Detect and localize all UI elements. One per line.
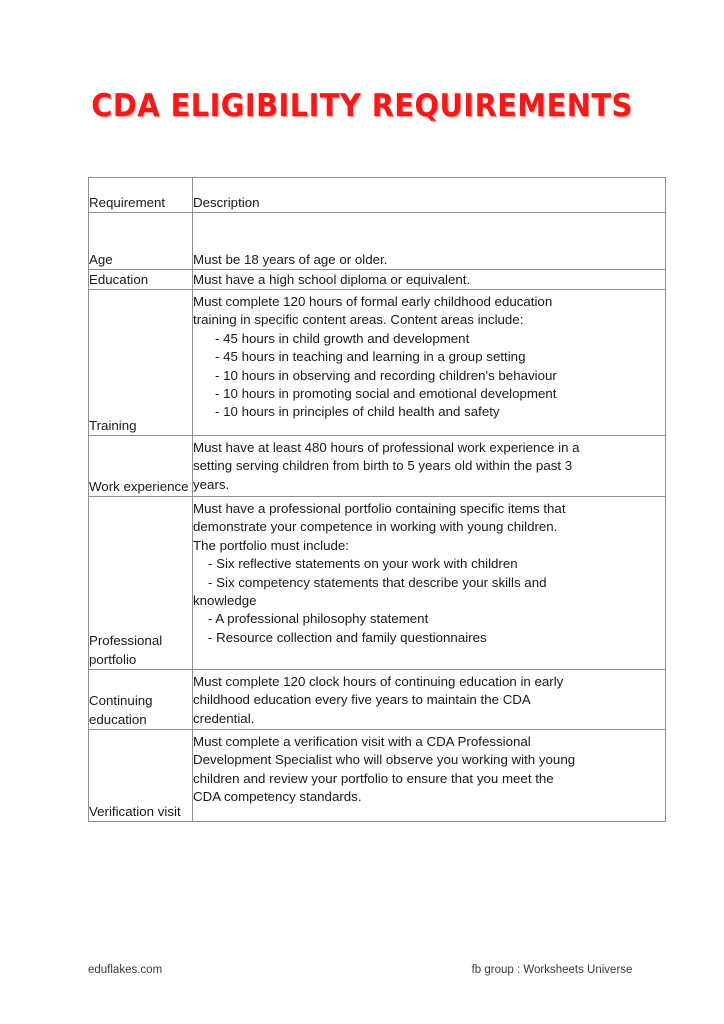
desc-line: Must complete 120 hours of formal early childhood education xyxy=(193,294,553,309)
desc-line: Development Specialist who will observe you working with young xyxy=(193,752,576,768)
table-row xyxy=(89,497,666,670)
desc-line: setting serving children from birth to 5 years old within the past 3 xyxy=(193,458,573,474)
table-row xyxy=(89,670,666,730)
column-header-description: Description xyxy=(193,178,666,213)
requirement-description-work-experience xyxy=(193,436,666,497)
table-row xyxy=(89,730,666,822)
desc-line: demonstrate your competence in working with young children. xyxy=(193,519,558,535)
table-row xyxy=(89,436,666,497)
requirements-table xyxy=(88,177,666,822)
requirement-description-training xyxy=(193,290,666,436)
desc-line: Must have at least 480 hours of professional work experience in a xyxy=(193,440,580,455)
requirement-label-education: Education xyxy=(89,270,193,290)
desc-bullet: - Six competency statements that describe your skills and xyxy=(208,574,547,590)
desc-bullet: - 45 hours in teaching and learning in a group setting xyxy=(215,349,526,365)
desc-bullet: - 10 hours in principles of child health and safety xyxy=(215,404,500,420)
footer-fb-group: fb group : Worksheets Universe xyxy=(471,964,633,976)
desc-line: CDA competency standards. xyxy=(193,789,362,805)
requirement-label-verification-visit: Verification visit xyxy=(89,730,193,822)
page-title: CDA ELIGIBILITY REQUIREMENTS xyxy=(91,88,633,124)
table-row xyxy=(89,213,666,270)
desc-bullet: - Resource collection and family questionnaires xyxy=(208,629,487,645)
desc-line: Must have a professional portfolio containing specific items that xyxy=(193,501,566,516)
desc-line: knowledge xyxy=(193,593,257,609)
desc-line: childhood education every five years to maintain the CDA xyxy=(193,692,531,708)
requirement-description-verification-visit xyxy=(193,730,666,822)
requirement-description-age xyxy=(193,213,666,270)
requirement-label-professional-portfolio: Professional portfolio xyxy=(89,497,193,670)
desc-line: Must complete 120 clock hours of continuing education in early xyxy=(193,674,564,689)
table-row xyxy=(89,270,666,290)
desc-line: training in specific content areas. Content areas include: xyxy=(193,312,524,328)
desc-bullet: - A professional philosophy statement xyxy=(208,611,429,627)
desc-bullet: - 10 hours in promoting social and emotional development xyxy=(215,386,557,402)
desc-line: The portfolio must include: xyxy=(193,537,349,553)
requirement-label-continuing-education: Continuing education xyxy=(89,670,193,730)
requirement-label-training: Training xyxy=(89,290,193,436)
footer-website: eduflakes.com xyxy=(88,964,163,976)
desc-line: Must complete a verification visit with a CDA Professional xyxy=(193,734,531,749)
requirement-label-work-experience: Work experience xyxy=(89,436,193,497)
desc-line: credential. xyxy=(193,710,255,726)
requirement-label-age: Age xyxy=(89,213,193,270)
table-row xyxy=(89,290,666,436)
desc-line: children and review your portfolio to ensure that you meet the xyxy=(193,770,554,786)
table-header-row xyxy=(89,178,666,213)
requirement-description-professional-portfolio xyxy=(193,497,666,670)
desc-line: Must have a high school diploma or equivalent. xyxy=(193,271,471,287)
requirement-description-education xyxy=(193,270,666,290)
desc-bullet: - Six reflective statements on your work with children xyxy=(208,556,518,572)
desc-line: years. xyxy=(193,476,230,492)
desc-line: Must be 18 years of age or older. xyxy=(193,251,388,267)
column-header-requirement: Requirement xyxy=(89,178,193,213)
desc-bullet: - 10 hours in observing and recording children's behaviour xyxy=(215,367,557,383)
requirement-description-continuing-education xyxy=(193,670,666,730)
desc-bullet: - 45 hours in child growth and development xyxy=(215,330,470,346)
